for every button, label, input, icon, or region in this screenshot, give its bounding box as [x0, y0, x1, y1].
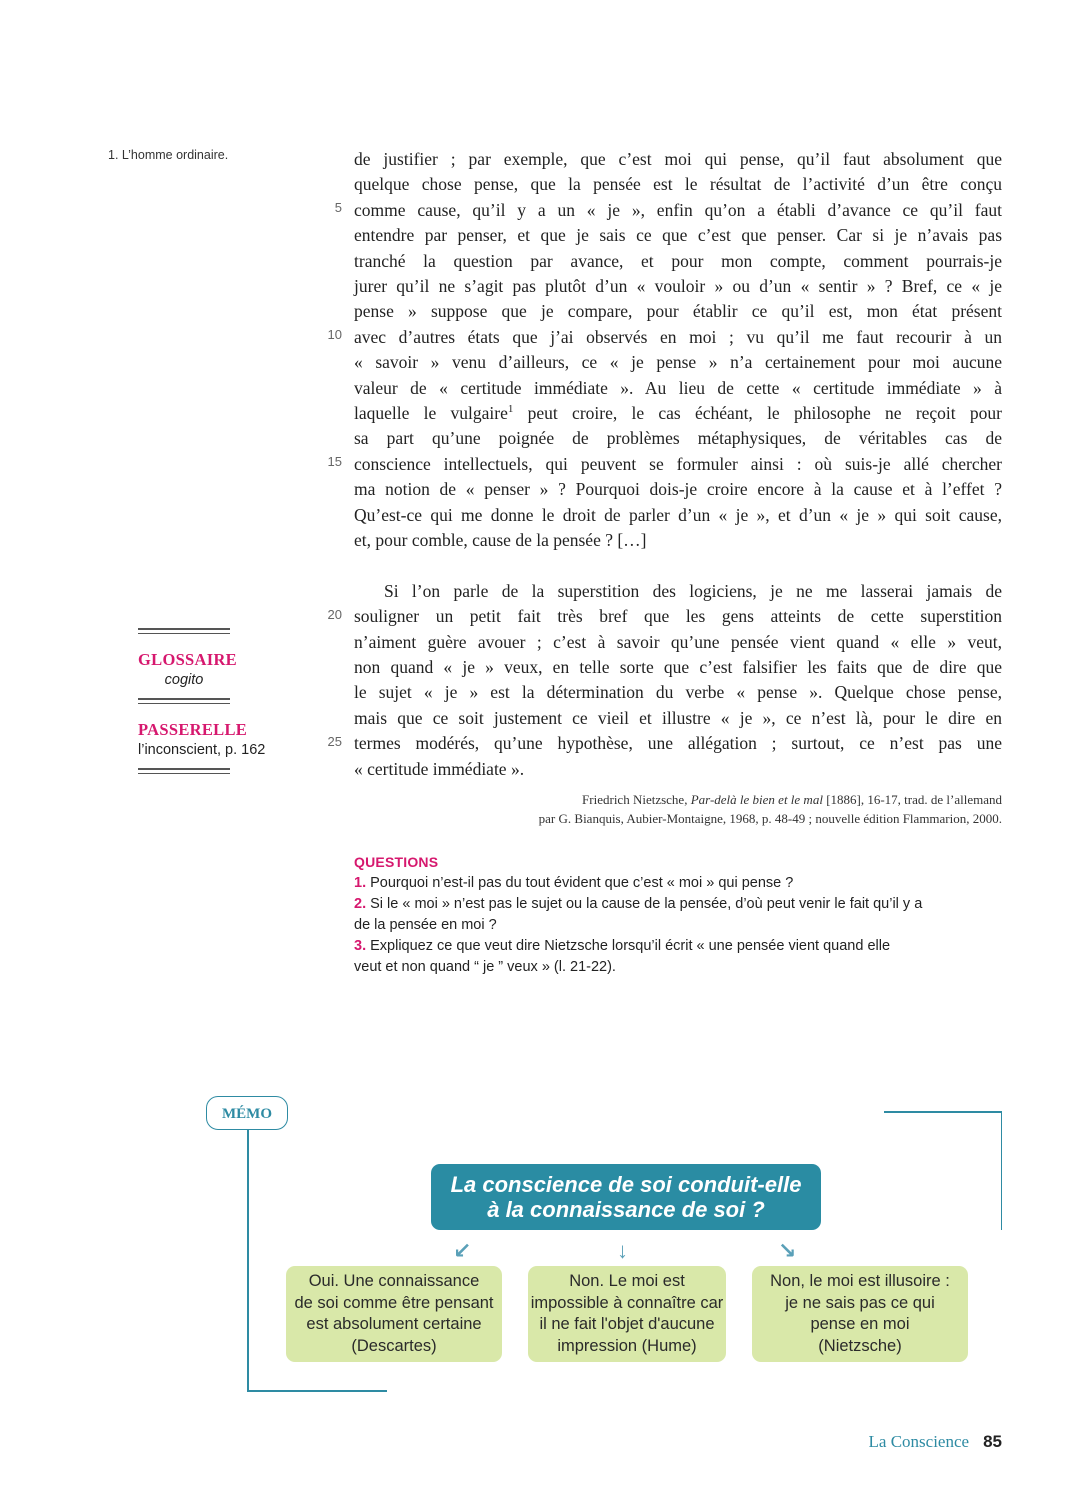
answer-hume — [528, 1266, 726, 1362]
answer-line: pense en moi — [810, 1315, 910, 1333]
question-3 — [354, 936, 1004, 957]
text-fragment: peut croire, le cas échéant, le philosophe ne reçoit pour — [513, 403, 1002, 423]
question-1 — [354, 873, 1004, 894]
text-line: « savoir » venu d’ailleurs, ce « je pense » n’a certainement pour moi aucune — [354, 352, 1002, 373]
text-line: jurer qu’il ne s’agit pas plutôt d’un « vouloir » ou d’un « sentir » ? Bref, ce « je — [354, 276, 1002, 296]
citation-line — [354, 790, 1002, 809]
text-line: Si l’on parle de la superstition des logiciens, je ne me lasserai jamais de — [384, 580, 1002, 601]
text-line: conscience intellectuels, qui peuvent se formuler ainsi : où suis-je allé chercher — [354, 453, 1002, 474]
text-line: avec d’autres états que j’ai observés en moi ; vu qu’il me faut recourir à un — [354, 326, 1002, 347]
line-number: 25 — [327, 734, 342, 749]
text-line: termes modérés, qu’une hypothèse, une allégation ; surtout, ce n’est pas une — [354, 733, 1002, 754]
divider — [138, 698, 230, 704]
text-line: pense » suppose que je compare, pour établir ce qu’il est, mon état présent — [354, 301, 1002, 322]
text-line: sa part qu’une poignée de problèmes métaphysiques, de véritables cas de — [354, 428, 1002, 449]
text-line-footnote-ref — [354, 400, 1002, 426]
answer-nietzsche — [752, 1266, 968, 1362]
text-line: comme cause, qu’il y a un « je », enfin qu’on a établi d’avance ce qu’il faut — [354, 199, 1002, 220]
answer-line: il ne fait l'objet d'aucune — [539, 1315, 715, 1333]
text-line: le sujet « je » est la détermination du verbe « pense ». Quelque chose pense, — [354, 682, 1002, 703]
divider — [138, 768, 230, 774]
divider — [138, 628, 230, 634]
question-number: 1. — [354, 875, 367, 891]
memo-frame-right — [1001, 1111, 1003, 1230]
question-3-cont: veut et non quand “ je ” veux » (l. 21-22). — [354, 959, 616, 975]
memo-label: MÉMO — [206, 1096, 288, 1130]
citation-author: Friedrich Nietzsche, — [582, 792, 691, 807]
arrow-down-right-icon: ↘ — [778, 1238, 797, 1263]
text-line: de justifier ; par exemple, que c’est moi qui pense, qu’il faut absolument que — [354, 149, 1002, 169]
question-text: Pourquoi n’est-il pas du tout évident que c’est « moi » qui pense ? — [366, 875, 794, 891]
text-line: tranché la question par avance, et pour mon compte, comment pourrais-je — [354, 250, 1002, 271]
passerelle-title: PASSERELLE — [138, 720, 248, 739]
answer-line: (Descartes) — [351, 1336, 437, 1355]
text-line: entendre par penser, et que je sais ce que c’est que penser. Car si je n’avais pas — [354, 225, 1002, 246]
questions-block — [354, 852, 1004, 978]
citation — [354, 790, 1002, 828]
question-2 — [354, 894, 1004, 915]
text-line: ma notion de « penser » ? Pourquoi dois-je croire encore à la cause et à l’effet ? — [354, 479, 1002, 500]
citation-details: [1886], 16-17, trad. de l’allemand — [822, 792, 1002, 807]
memo-frame-left — [247, 1130, 249, 1392]
citation-line: par G. Bianquis, Aubier-Montaigne, 1968, p. 48-49 ; nouvelle édition Flammarion, 2000. — [538, 811, 1002, 826]
chapter-name: La Conscience — [868, 1432, 970, 1451]
passerelle-link[interactable]: l’inconscient, p. 162 — [138, 742, 266, 758]
text-line: non quand « je » veux, en telle sorte que c’est falsifier les faits que de dire que — [354, 657, 1002, 677]
footnote: 1. L’homme ordinaire. — [108, 148, 229, 162]
questions-heading: QUESTIONS — [354, 854, 439, 870]
arrow-down-left-icon: ↙ — [453, 1238, 472, 1263]
question-number: 3. — [354, 938, 367, 954]
answer-line: de soi comme être pensant — [294, 1293, 494, 1312]
memo-question — [431, 1164, 821, 1230]
glossaire-title: GLOSSAIRE — [138, 650, 237, 669]
text-line: « certitude immédiate ». — [354, 758, 525, 779]
arrow-down-icon: ↓ — [617, 1238, 628, 1263]
text-line: valeur de « certitude immédiate ». Au lieu de cette « certitude immédiate » à — [354, 377, 1002, 398]
question-2-cont: de la pensée en moi ? — [354, 917, 497, 933]
memo-question-line: à la connaissance de soi ? — [487, 1197, 765, 1222]
line-number: 5 — [334, 200, 342, 215]
text-line: et, pour comble, cause de la pensée ? […] — [354, 530, 647, 550]
page-footer — [869, 1432, 1002, 1452]
answer-line: (Nietzsche) — [818, 1336, 902, 1355]
text-line: mais que ce soit justement ce vieil et illustre « je », ce n’est là, pour le dire en — [354, 707, 1002, 728]
line-number: 20 — [327, 607, 342, 622]
question-number: 2. — [354, 896, 367, 912]
line-number: 10 — [327, 327, 342, 342]
answer-line: Non, le moi est illusoire : — [770, 1272, 950, 1290]
memo-frame-top — [884, 1111, 1002, 1113]
question-text: Si le « moi » n’est pas le sujet ou la cause de la pensée, d’où peut venir le fait qu’il y a — [366, 896, 923, 912]
sidebar — [138, 628, 266, 774]
memo-frame-bottom — [247, 1390, 387, 1392]
answer-line: est absolument certaine — [306, 1315, 482, 1333]
text-line: souligner un petit fait très bref que les gens atteints de cette superstition — [354, 606, 1002, 627]
text-fragment: laquelle le vulgaire — [354, 403, 508, 423]
answer-line: Oui. Une connaissance — [308, 1272, 480, 1290]
text-line: quelque chose pense, que la pensée est le résultat de l’activité d’un être conçu — [354, 174, 1002, 195]
glossaire-link-cogito[interactable]: cogito — [164, 672, 204, 688]
answer-line: Non. Le moi est — [569, 1272, 685, 1290]
line-number: 15 — [327, 454, 342, 469]
question-text: Expliquez ce que veut dire Nietzsche lorsqu’il écrit « une pensée vient quand elle — [366, 938, 891, 954]
answer-line: impression (Hume) — [557, 1336, 697, 1355]
answer-descartes — [286, 1266, 502, 1362]
text-line: Qu’est-ce qui me donne le droit de parler d’un « je », et d’un « je » qui soit cause, — [354, 504, 1002, 525]
answer-line: je ne sais pas ce qui — [785, 1293, 935, 1312]
page-number: 85 — [983, 1432, 1002, 1451]
text-line: n’aiment guère avouer ; c’est à savoir qu’une pensée vient quand « elle » veut, — [354, 631, 1002, 652]
footnote-marker: 1 — [507, 403, 514, 416]
citation-title: Par-delà le bien et le mal — [690, 792, 823, 807]
answer-line: impossible à connaître car — [530, 1293, 724, 1312]
memo-question-line: La conscience de soi conduit-elle — [450, 1172, 802, 1197]
